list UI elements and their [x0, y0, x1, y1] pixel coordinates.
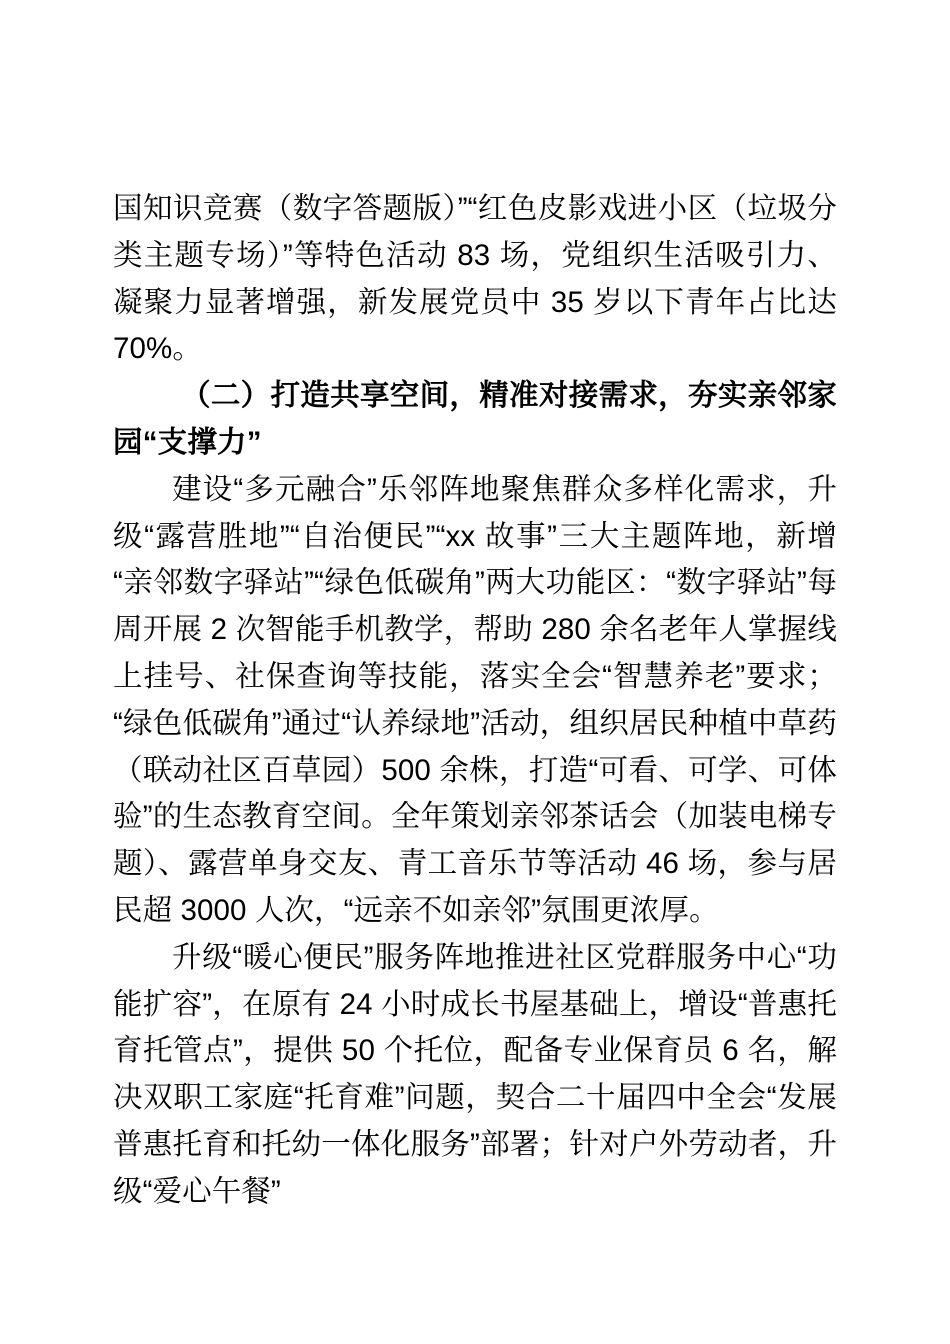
paragraph-continued: 国知识竞赛（数字答题版）”“红色皮影戏进小区（垃圾分类主题专场）”等特色活动 83 场，党组织生活吸引力、凝聚力显著增强，新发展党员中 35 岁以下青年占比达 70%。 — [113, 192, 837, 366]
paragraph-service-upgrade: 升级“暖心便民”服务阵地推进社区党群服务中心“功能扩容”，在原有 24 小时成长书屋基础上，增设“普惠托育托管点”，提供 50 个托位，配备专业保育员 6 名，解决双职工家庭“托育难”问题，契合二十届四中全会“发展普惠托育和托幼一体化服务”部署；针对户外劳动者，升级“爱心午餐” — [113, 940, 837, 1208]
section-heading: （二）打造共享空间，精准对接需求，夯实亲邻家园“支撑力” — [113, 379, 837, 459]
paragraph-shared-space: 建设“多元融合”乐邻阵地聚焦群众多样化需求，升级“露营胜地”“自治便民”“xx 故事”三大主题阵地，新增“亲邻数字驿站”“绿色低碳角”两大功能区：“数字驿站”每周开展 2 次智能手机教学，帮助 280 余名老年人掌握线上挂号、社保查询等技能，落实全会“智慧养老”要求；“绿色低碳角”通过“认养绿地”活动，组织居民种植中草药（联动社区百草园）500 余株，打造“可看、可学、可体验”的生态教育空间。全年策划亲邻茶话会（加装电梯专题）、露营单身交友、青工音乐节等活动 46 场，参与居民超 3000 人次，“远亲不如亲邻”氛围更浓厚。 — [113, 472, 837, 927]
text-column — [113, 186, 837, 1216]
